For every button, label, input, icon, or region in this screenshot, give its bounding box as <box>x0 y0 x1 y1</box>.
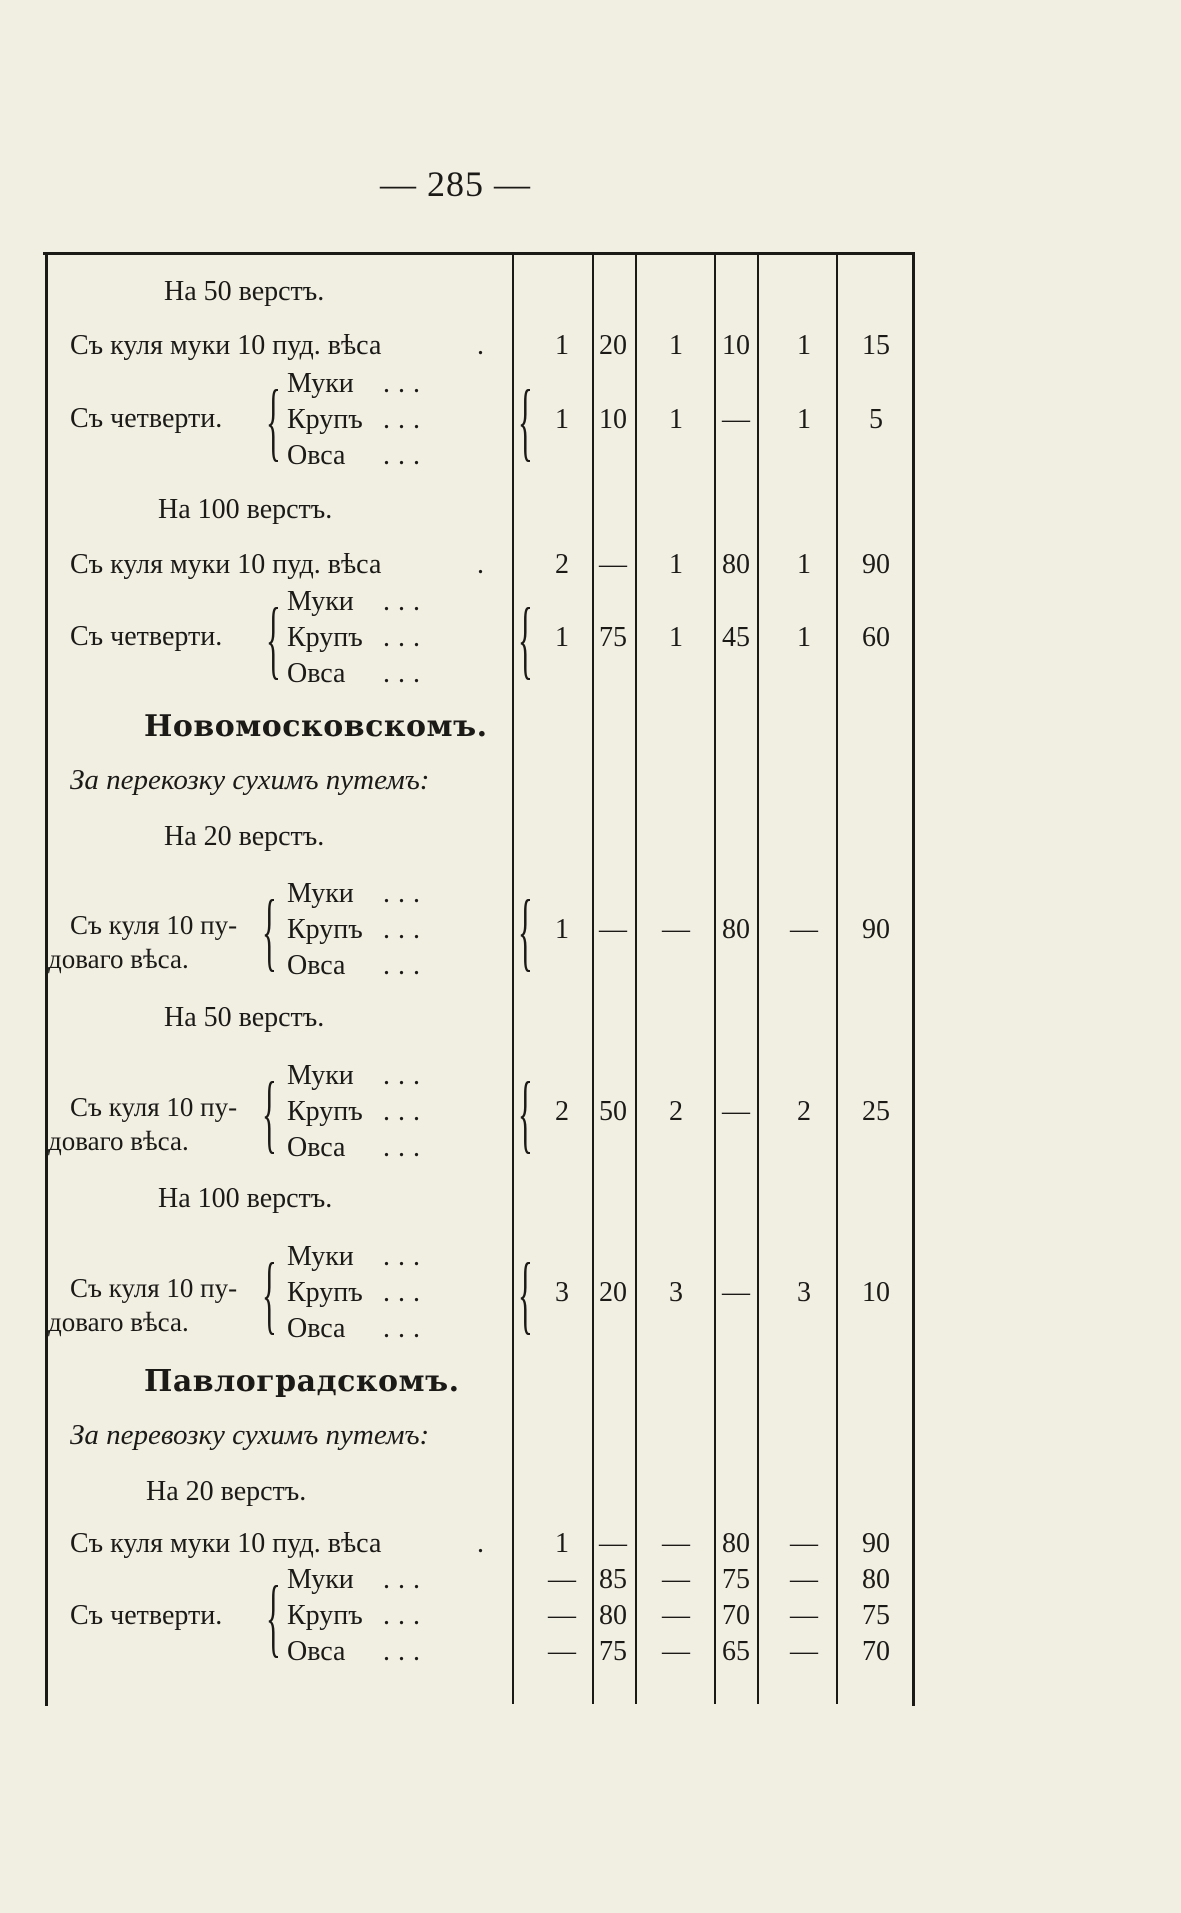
row-label: доваго вѣса. <box>48 1126 189 1156</box>
distance-heading: На 20 верстъ. <box>146 1476 307 1507</box>
cell-value: — <box>790 914 818 945</box>
cell-value: 5 <box>869 404 883 435</box>
cell-value: 1 <box>797 622 811 653</box>
cell-value: — <box>662 1564 690 1595</box>
dot-leader: . <box>477 330 484 361</box>
column-rule <box>45 254 48 1706</box>
cell-value: 85 <box>599 1564 627 1595</box>
row-label: Съ куля 10 пу- <box>70 1273 238 1303</box>
distance-heading: На 50 верстъ. <box>164 1002 325 1033</box>
item-label: Муки <box>287 878 354 909</box>
cell-value: — <box>548 1636 576 1667</box>
dot-leader: ... <box>383 1564 428 1595</box>
item-label: Муки <box>287 1564 354 1595</box>
dot-leader: ... <box>383 404 428 435</box>
cell-value: 3 <box>797 1277 811 1308</box>
cell-value: — <box>548 1600 576 1631</box>
cell-value: — <box>790 1564 818 1595</box>
cell-value: — <box>599 914 627 945</box>
cell-value: — <box>722 1096 750 1127</box>
cell-value: 80 <box>722 914 750 945</box>
row-label: Съ куля 10 пу- <box>70 910 238 940</box>
dot-leader: ... <box>383 1096 428 1127</box>
cell-value: — <box>790 1528 818 1559</box>
item-label: Овса <box>287 950 346 981</box>
cell-value: 1 <box>555 1528 569 1559</box>
brace: { <box>266 591 281 688</box>
cell-value: 1 <box>555 622 569 653</box>
dot-leader: ... <box>383 1241 428 1272</box>
brace: { <box>518 1246 533 1343</box>
row-label: Съ куля 10 пу- <box>70 1092 238 1122</box>
row-label: Съ четверти. <box>70 403 223 434</box>
dot-leader: ... <box>383 440 428 471</box>
dot-leader: ... <box>383 586 428 617</box>
cell-value: 1 <box>669 330 683 361</box>
cell-value: 70 <box>722 1600 750 1631</box>
cell-value: 50 <box>599 1096 627 1127</box>
column-rule <box>512 254 514 1704</box>
cell-value: 10 <box>722 330 750 361</box>
distance-heading: На 50 верстъ. <box>164 276 325 307</box>
cell-value: 75 <box>862 1600 890 1631</box>
cell-value: — <box>662 1600 690 1631</box>
row-label: Съ четверти. <box>70 621 223 652</box>
item-label: Крупъ <box>287 914 363 945</box>
cell-value: 20 <box>599 330 627 361</box>
item-label: Крупъ <box>287 1096 363 1127</box>
cell-value: 25 <box>862 1096 890 1127</box>
column-rule <box>757 254 759 1704</box>
dot-leader: . <box>477 1528 484 1559</box>
cell-value: 60 <box>862 622 890 653</box>
item-label: Овса <box>287 1132 346 1163</box>
cell-value: — <box>662 1528 690 1559</box>
transport-heading: За перевозку сухимъ путемъ: <box>70 1419 430 1451</box>
cell-value: 45 <box>722 622 750 653</box>
column-rule <box>912 254 915 1706</box>
cell-value: — <box>599 549 627 580</box>
item-label: Овса <box>287 1636 346 1667</box>
dot-leader: ... <box>383 658 428 689</box>
row-label: Съ куля муки 10 пуд. вѣса <box>70 549 382 580</box>
cell-value: — <box>548 1564 576 1595</box>
cell-value: 70 <box>862 1636 890 1667</box>
cell-value: 80 <box>722 1528 750 1559</box>
brace: { <box>518 373 533 470</box>
cell-value: 1 <box>555 404 569 435</box>
distance-heading: На 100 верстъ. <box>158 1183 333 1214</box>
dot-leader: ... <box>383 1600 428 1631</box>
page-number: — 285 — <box>380 164 531 204</box>
cell-value: 75 <box>599 1636 627 1667</box>
transport-heading: За перекозку сухимъ путемъ: <box>70 764 430 796</box>
dot-leader: ... <box>383 878 428 909</box>
cell-value: 15 <box>862 330 890 361</box>
cell-value: 65 <box>722 1636 750 1667</box>
table-top-rule <box>43 252 915 255</box>
cell-value: — <box>790 1600 818 1631</box>
dot-leader: ... <box>383 914 428 945</box>
dot-leader: ... <box>383 950 428 981</box>
brace: { <box>266 1569 281 1666</box>
item-label: Овса <box>287 1313 346 1344</box>
cell-value: 2 <box>555 1096 569 1127</box>
item-label: Муки <box>287 1241 354 1272</box>
row-label: доваго вѣса. <box>48 944 189 974</box>
brace: { <box>266 373 281 470</box>
item-label: Овса <box>287 658 346 689</box>
district-heading: Павлоградскомъ. <box>144 1364 460 1399</box>
cell-value: 10 <box>862 1277 890 1308</box>
row-label: Съ четверти. <box>70 1600 223 1631</box>
brace: { <box>518 1065 533 1162</box>
district-heading: Новомосковскомъ. <box>144 709 488 744</box>
item-label: Овса <box>287 440 346 471</box>
cell-value: 1 <box>669 404 683 435</box>
dot-leader: . <box>477 549 484 580</box>
cell-value: 10 <box>599 404 627 435</box>
item-label: Крупъ <box>287 404 363 435</box>
cell-value: 90 <box>862 914 890 945</box>
distance-heading: На 20 верстъ. <box>164 821 325 852</box>
item-label: Муки <box>287 368 354 399</box>
cell-value: 2 <box>555 549 569 580</box>
cell-value: 1 <box>797 549 811 580</box>
distance-heading: На 100 верстъ. <box>158 494 333 525</box>
cell-value: — <box>599 1528 627 1559</box>
cell-value: — <box>662 1636 690 1667</box>
item-label: Крупъ <box>287 622 363 653</box>
cell-value: 75 <box>599 622 627 653</box>
item-label: Муки <box>287 1060 354 1091</box>
row-label: Съ куля муки 10 пуд. вѣса <box>70 1528 382 1559</box>
column-rule <box>836 254 838 1704</box>
brace: { <box>262 883 277 980</box>
brace: { <box>262 1065 277 1162</box>
brace: { <box>518 591 533 688</box>
cell-value: 90 <box>862 1528 890 1559</box>
cell-value: 1 <box>797 330 811 361</box>
brace: { <box>262 1246 277 1343</box>
cell-value: 1 <box>669 622 683 653</box>
item-label: Крупъ <box>287 1277 363 1308</box>
cell-value: — <box>722 1277 750 1308</box>
cell-value: — <box>790 1636 818 1667</box>
cell-value: 3 <box>555 1277 569 1308</box>
dot-leader: ... <box>383 1277 428 1308</box>
dot-leader: ... <box>383 622 428 653</box>
cell-value: — <box>722 404 750 435</box>
cell-value: 3 <box>669 1277 683 1308</box>
brace: { <box>518 883 533 980</box>
cell-value: 1 <box>797 404 811 435</box>
cell-value: 2 <box>669 1096 683 1127</box>
row-label: доваго вѣса. <box>48 1307 189 1337</box>
dot-leader: ... <box>383 368 428 399</box>
cell-value: 1 <box>555 914 569 945</box>
item-label: Муки <box>287 586 354 617</box>
row-label: Съ куля муки 10 пуд. вѣса <box>70 330 382 361</box>
cell-value: 90 <box>862 549 890 580</box>
dot-leader: ... <box>383 1313 428 1344</box>
cell-value: 20 <box>599 1277 627 1308</box>
cell-value: 80 <box>722 549 750 580</box>
cell-value: 80 <box>862 1564 890 1595</box>
dot-leader: ... <box>383 1060 428 1091</box>
cell-value: 1 <box>669 549 683 580</box>
column-rule <box>635 254 637 1704</box>
cell-value: 1 <box>555 330 569 361</box>
cell-value: — <box>662 914 690 945</box>
column-rule <box>714 254 716 1704</box>
dot-leader: ... <box>383 1132 428 1163</box>
dot-leader: ... <box>383 1636 428 1667</box>
item-label: Крупъ <box>287 1600 363 1631</box>
column-rule <box>592 254 594 1704</box>
cell-value: 80 <box>599 1600 627 1631</box>
cell-value: 2 <box>797 1096 811 1127</box>
cell-value: 75 <box>722 1564 750 1595</box>
